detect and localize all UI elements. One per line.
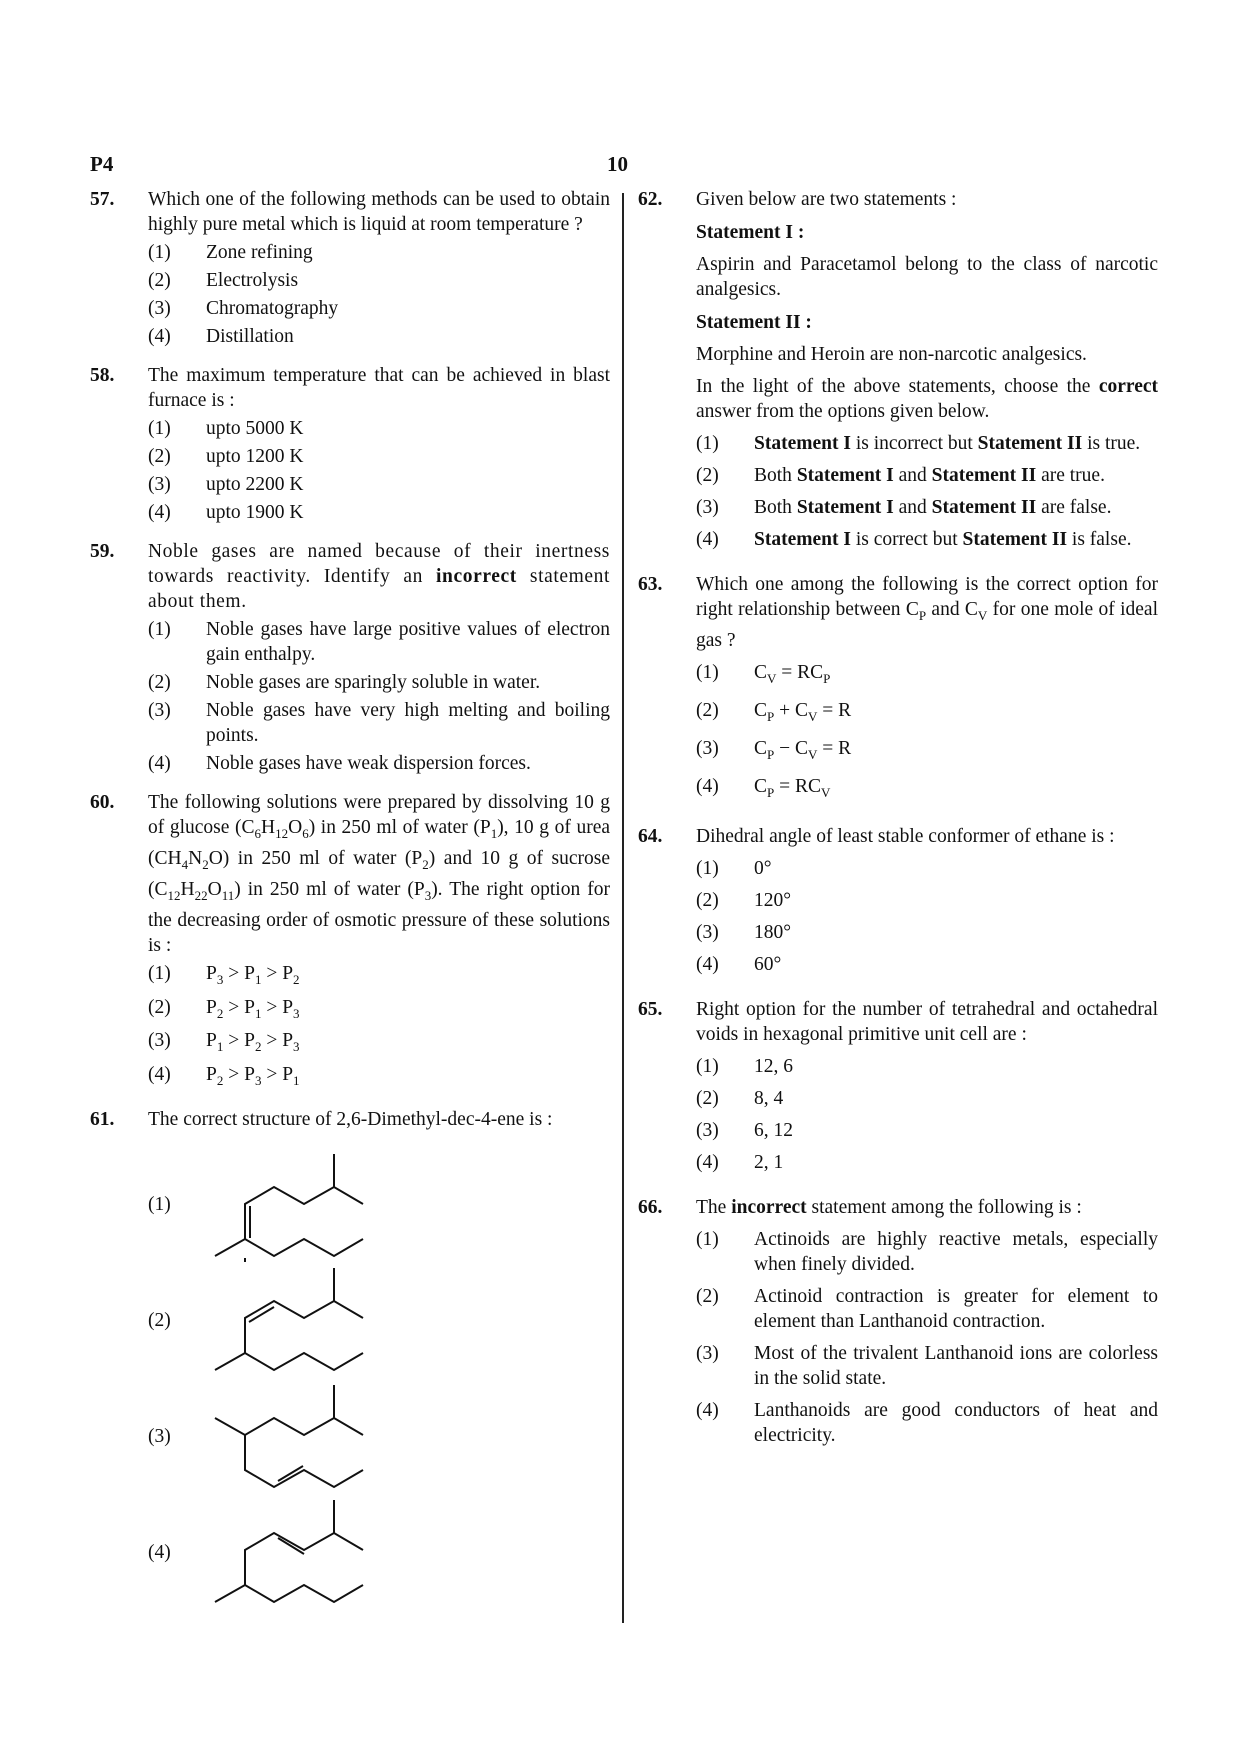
- statement-1-text: Aspirin and Paracetamol belong to the class of narcotic analgesics.: [696, 254, 1158, 300]
- structure-option-3: (3): [148, 1382, 610, 1498]
- question-number: 59.: [90, 541, 115, 562]
- question-text: Dihedral angle of least stable conformer of ethane is :: [696, 826, 1115, 848]
- option: (2) upto 1200 K: [148, 446, 304, 467]
- option: (4) Noble gases have weak dispersion forces.: [148, 753, 531, 774]
- question-number: 62.: [638, 189, 663, 210]
- question-number: 58.: [90, 365, 115, 386]
- option: (4) $C_P = RC_V$: [696, 775, 831, 800]
- option: (1) 12, 6: [696, 1056, 793, 1078]
- option: (4) Statement I is correct but Statement II is false.: [696, 529, 1132, 550]
- option: (1) $C_V = RC_P$: [696, 661, 831, 686]
- option: (4) Distillation: [148, 326, 294, 347]
- question-text: Given below are two statements :: [696, 189, 957, 210]
- option: (4) 2, 1: [696, 1152, 784, 1174]
- skeletal-structure-2: [210, 1266, 370, 1378]
- question-64: [638, 824, 1158, 977]
- option: (3) upto 2200 K: [148, 474, 304, 495]
- question-number: 66.: [638, 1197, 663, 1219]
- skeletal-structure-1: [210, 1150, 370, 1262]
- question-57: [90, 187, 610, 349]
- right-column: [638, 187, 1158, 1462]
- option: (1) upto 5000 K: [148, 418, 304, 439]
- statement-2-text: Morphine and Heroin are non-narcotic analgesics.: [696, 344, 1087, 365]
- page-number: 10: [607, 152, 628, 176]
- option: (2) Both Statement I and Statement II are true.: [696, 465, 1105, 486]
- structure-option-4: (4): [148, 1498, 610, 1614]
- option: (4) $P_2 > P_3 > P_1$: [148, 1064, 300, 1089]
- instruction-text: In the light of the above statements, choose the correct answer from the options given below.: [696, 376, 1158, 422]
- question-text: The correct structure of 2,6-Dimethyl-dec-4-ene is :: [148, 1109, 553, 1131]
- option: (1) $P_3 > P_1 > P_2$: [148, 962, 300, 987]
- option: (3) Most of the trivalent Lanthanoid ions are colorless in the solid state.: [696, 1343, 1158, 1390]
- question-58: [90, 363, 610, 525]
- question-text: Which one among the following is the correct option for right relationship between $C_P$ and $C_V$ for one mole of ideal gas ?: [696, 574, 1158, 651]
- option: (1) Statement I is incorrect but Statement II is true.: [696, 433, 1141, 454]
- question-number: 63.: [638, 574, 663, 595]
- option: (1) Actinoids are highly reactive metals, especially when finely divided.: [696, 1229, 1158, 1276]
- option: (2) 120°: [696, 890, 792, 912]
- booklet-code: P4: [90, 152, 114, 176]
- skeletal-structure-3: [210, 1382, 370, 1494]
- question-text: The incorrect statement among the following is :: [696, 1197, 1082, 1219]
- option: (3) Noble gases have very high melting and boiling points.: [148, 700, 610, 746]
- option: (2) Actinoid contraction is greater for element to element than Lanthanoid contraction.: [696, 1286, 1158, 1333]
- question-62: [638, 187, 1158, 552]
- option: (4) Lanthanoids are good conductors of heat and electricity.: [696, 1400, 1158, 1447]
- option: (3) 180°: [696, 922, 792, 944]
- question-59: [90, 539, 610, 776]
- column-divider: [622, 193, 624, 1623]
- question-63: [638, 572, 1158, 804]
- statement-1-label: Statement I :: [696, 222, 805, 243]
- question-text: Which one of the following methods can be used to obtain highly pure metal which is liquid at room temperature ?: [148, 189, 610, 235]
- question-number: 61.: [90, 1109, 115, 1131]
- skeletal-structure-4: [210, 1498, 370, 1610]
- question-60: [90, 790, 610, 1093]
- option: (1) Noble gases have large positive values of electron gain enthalpy.: [148, 619, 610, 665]
- option: (3) $C_P - C_V = R$: [696, 737, 852, 762]
- option: (2) Noble gases are sparingly soluble in water.: [148, 672, 541, 693]
- option: (1) 0°: [696, 858, 772, 880]
- question-text: Noble gases are named because of their inertness towards reactivity. Identify an incorrect statement about them.: [148, 541, 610, 612]
- question-text: The following solutions were prepared by dissolving 10 g of glucose $(C_6H_{12}O_6)$ in 250 ml of water $(P_1)$, 10 g of urea $(CH_4N_2O)$ in 250 ml of water $(P_2)$ and 10 g of sucrose $(C_{12}H_{22}O_{11})$ in 250 ml of water $(P_3)$. The right option for the decreasing order of osmotic pressure of these solutions is :: [148, 792, 611, 956]
- option: (2) Electrolysis: [148, 270, 299, 291]
- question-number: 64.: [638, 826, 663, 848]
- option: (2) $C_P + C_V = R$: [696, 699, 852, 724]
- question-66: [638, 1195, 1158, 1448]
- question-61: [90, 1107, 610, 1614]
- option: (3) 6, 12: [696, 1120, 793, 1142]
- option: (4) upto 1900 K: [148, 502, 304, 523]
- question-text: The maximum temperature that can be achieved in blast furnace is :: [148, 365, 610, 411]
- option: (1) Zone refining: [148, 242, 313, 263]
- structure-option-1: (1): [148, 1150, 610, 1266]
- question-text: Right option for the number of tetrahedral and octahedral voids in hexagonal primitive unit cell are :: [696, 999, 1158, 1046]
- question-65: [638, 997, 1158, 1175]
- option: (4) 60°: [696, 954, 782, 976]
- option: (3) Both Statement I and Statement II are false.: [696, 497, 1112, 518]
- option: (3) Chromatography: [148, 298, 339, 319]
- structure-option-2: (2): [148, 1266, 610, 1382]
- question-number: 60.: [90, 792, 115, 813]
- question-number: 65.: [638, 999, 663, 1021]
- option: (2) $P_2 > P_1 > P_3$: [148, 996, 300, 1021]
- statement-2-label: Statement II :: [696, 312, 812, 333]
- left-column: [90, 187, 610, 1628]
- option: (3) $P_1 > P_2 > P_3$: [148, 1030, 300, 1055]
- option: (2) 8, 4: [696, 1088, 784, 1110]
- question-number: 57.: [90, 189, 115, 210]
